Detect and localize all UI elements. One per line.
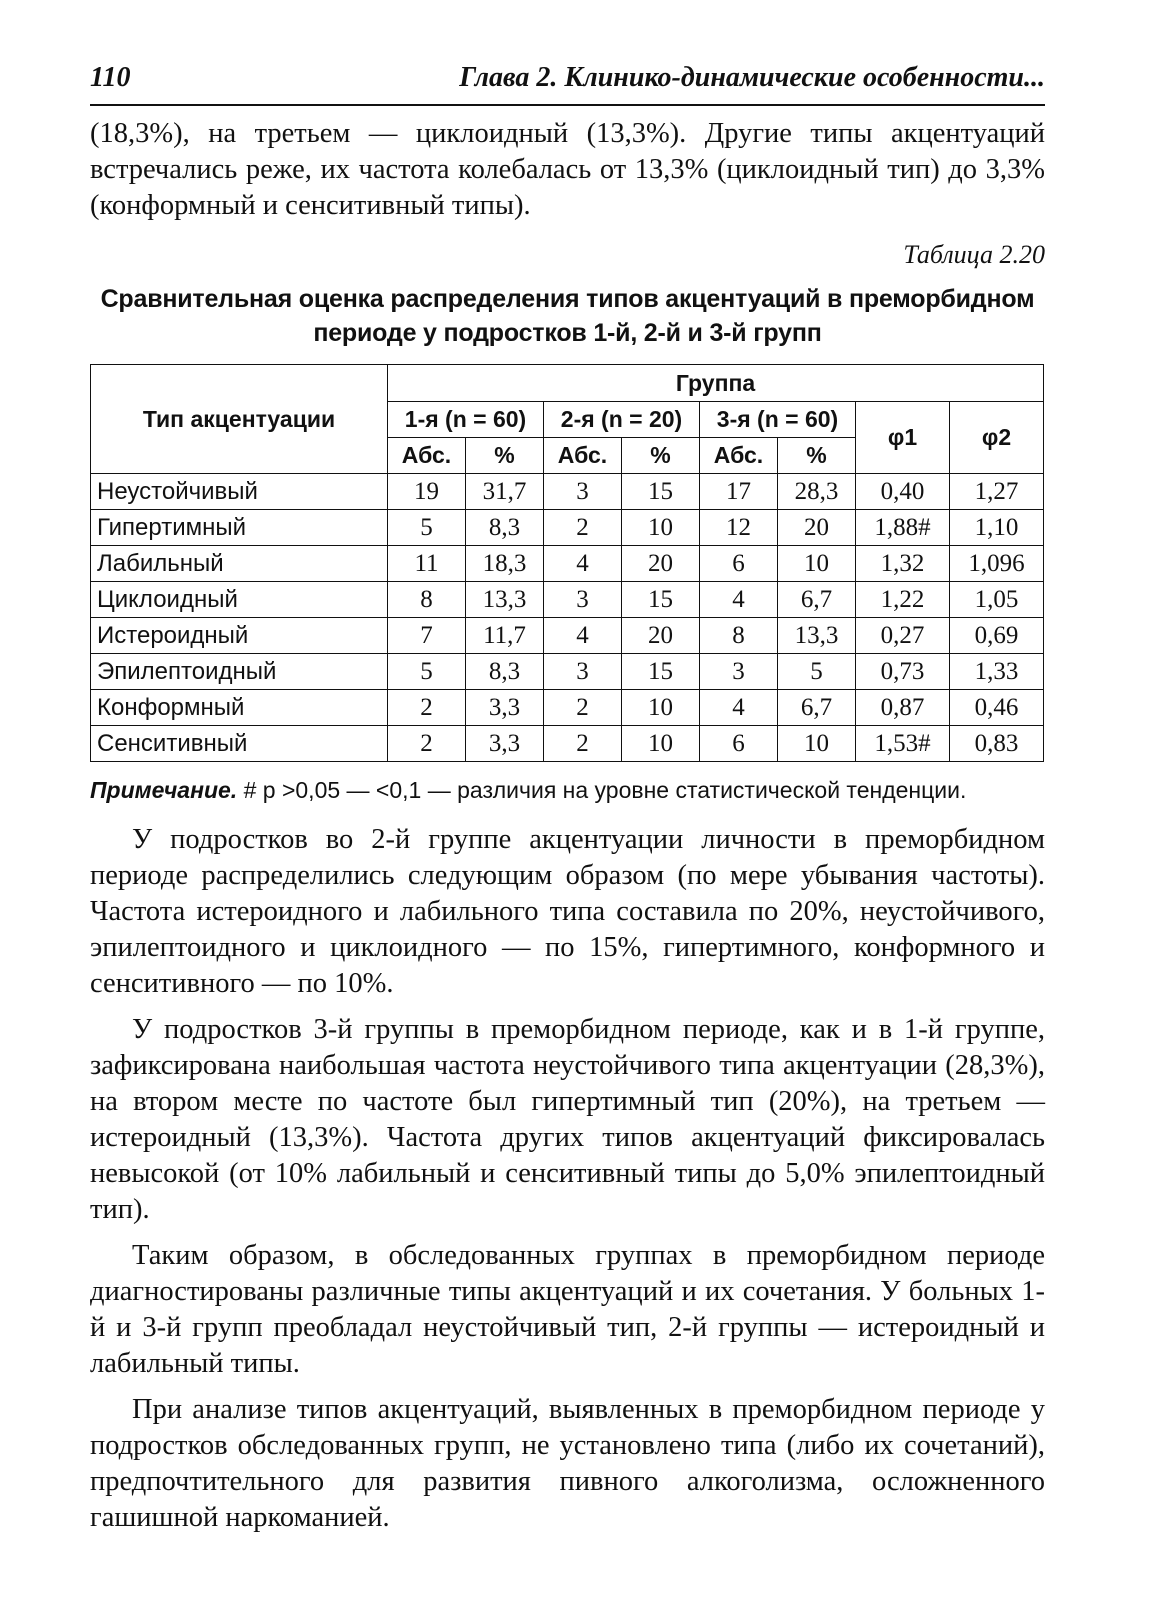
cell-g2-pct: 10 [622,690,700,726]
table-row [91,474,1044,510]
cell-phi1: 0,40 [856,474,950,510]
phi2-header: φ2 [950,402,1044,474]
table-row [91,654,1044,690]
type-column-header: Тип акцентуации [91,365,388,474]
cell-g3-abs: 17 [700,474,778,510]
row-type-name: Сенситивный [91,726,388,762]
cell-g3-pct: 10 [778,546,856,582]
g3-pct-header: % [778,438,856,474]
cell-phi2: 1,10 [950,510,1044,546]
table-title: Сравнительная оценка распределения типов акцентуаций в преморбидном периоде у подростков 1-й, 2-й и 3-й групп [100,285,1035,347]
body-paragraph: У подростков во 2-й группе акцентуации личности в преморбидном периоде распределились следующим образом (по мере убывания частоты). Частота истероидного и лабильного типа составила по 20%, неустойчивого, эпилептоидного и циклоидного — по 15%, гипертимного, конформного и сенситивного — по 10%. [90,824,1045,999]
cell-g1-pct: 8,3 [466,654,544,690]
g3-abs-header: Абс. [700,438,778,474]
book-page [90,62,1045,1536]
cell-g2-pct: 20 [622,618,700,654]
group3-header: 3-я (n = 60) [700,402,856,438]
cell-g1-abs: 2 [388,726,466,762]
body-paragraph: При анализе типов акцентуаций, выявленных в преморбидном периоде у подростков обследованных групп, не установлено типа (либо их сочетаний), предпочтительного для развития пивного алкоголизма, осложненного гашишной наркоманией. [90,1394,1045,1533]
cell-g1-abs: 19 [388,474,466,510]
cell-g3-pct: 6,7 [778,690,856,726]
cell-g2-pct: 10 [622,510,700,546]
cell-g1-abs: 5 [388,654,466,690]
cell-g1-abs: 8 [388,582,466,618]
cell-g2-pct: 15 [622,654,700,690]
cell-g3-pct: 10 [778,726,856,762]
body-paragraph: Таким образом, в обследованных группах в преморбидном периоде диагностированы различные типы акцентуаций и их сочетания. У больных 1-й и 3-й групп преобладал неустойчивый тип, 2-й группы — истероидный и лабильный типы. [90,1240,1045,1379]
cell-g3-abs: 8 [700,618,778,654]
cell-phi1: 0,73 [856,654,950,690]
cell-g2-abs: 4 [544,618,622,654]
chapter-title: Глава 2. Клинико-динамические особенности... [459,62,1045,93]
cell-g3-pct: 13,3 [778,618,856,654]
table-row [91,582,1044,618]
cell-g1-pct: 3,3 [466,690,544,726]
cell-phi2: 1,33 [950,654,1044,690]
row-type-name: Циклоидный [91,582,388,618]
cell-g1-abs: 7 [388,618,466,654]
cell-g2-abs: 4 [544,546,622,582]
cell-g2-abs: 3 [544,582,622,618]
cell-g3-abs: 4 [700,690,778,726]
cell-g2-pct: 20 [622,546,700,582]
cell-phi2: 1,27 [950,474,1044,510]
table-row [91,546,1044,582]
cell-g1-pct: 31,7 [466,474,544,510]
cell-g1-pct: 13,3 [466,582,544,618]
cell-phi1: 0,87 [856,690,950,726]
cell-phi1: 1,88# [856,510,950,546]
cell-g1-abs: 5 [388,510,466,546]
row-type-name: Эпилептоидный [91,654,388,690]
note-label: Примечание. [90,777,238,803]
cell-g3-abs: 12 [700,510,778,546]
cell-g3-abs: 6 [700,546,778,582]
cell-g1-pct: 3,3 [466,726,544,762]
cell-g1-abs: 11 [388,546,466,582]
cell-g1-pct: 11,7 [466,618,544,654]
row-type-name: Лабильный [91,546,388,582]
table-row [91,726,1044,762]
g2-abs-header: Абс. [544,438,622,474]
cell-phi1: 1,32 [856,546,950,582]
cell-g2-abs: 2 [544,690,622,726]
group1-header: 1-я (n = 60) [388,402,544,438]
cell-g3-abs: 6 [700,726,778,762]
cell-g1-pct: 18,3 [466,546,544,582]
g2-pct-header: % [622,438,700,474]
cell-phi2: 0,69 [950,618,1044,654]
cell-g2-pct: 10 [622,726,700,762]
table-row [91,618,1044,654]
intro-paragraph: (18,3%), на третьем — циклоидный (13,3%). Другие типы акцентуаций встречались реже, их частота колебалась от 13,3% (циклоидный тип) до 3,3% (конформный и сенситивный типы). [90,118,1045,221]
phi1-header: φ1 [856,402,950,474]
cell-phi2: 1,096 [950,546,1044,582]
cell-phi1: 1,22 [856,582,950,618]
group2-header: 2-я (n = 20) [544,402,700,438]
note-text: # p >0,05 — <0,1 — различия на уровне статистической тенденции. [237,777,967,803]
cell-g3-abs: 3 [700,654,778,690]
cell-g3-pct: 20 [778,510,856,546]
cell-g2-abs: 2 [544,510,622,546]
cell-g2-abs: 3 [544,474,622,510]
body-paragraph: У подростков 3-й группы в преморбидном периоде, как и в 1-й группе, зафиксирована наибольшая частота неустойчивого типа акцентуации (28,3%), на втором месте по частоте был гипертимный тип (20%), на третьем — истероидный (13,3%). Частота других типов акцентуаций фиксировалась невысокой (от 10% лабильный и сенситивный типы до 5,0% эпилептоидный тип). [90,1014,1045,1225]
cell-g2-pct: 15 [622,582,700,618]
cell-g3-pct: 28,3 [778,474,856,510]
cell-phi1: 0,27 [856,618,950,654]
table-note [90,774,1045,806]
table-label: Таблица 2.20 [903,240,1045,269]
g1-pct-header: % [466,438,544,474]
cell-g3-pct: 5 [778,654,856,690]
g1-abs-header: Абс. [388,438,466,474]
row-type-name: Неустойчивый [91,474,388,510]
cell-g2-pct: 15 [622,474,700,510]
cell-g3-pct: 6,7 [778,582,856,618]
cell-g2-abs: 3 [544,654,622,690]
group-header: Группа [388,365,1044,402]
cell-phi2: 0,83 [950,726,1044,762]
cell-g3-abs: 4 [700,582,778,618]
accentuation-table [90,364,1044,762]
cell-g2-abs: 2 [544,726,622,762]
running-header [90,62,1045,106]
row-type-name: Конформный [91,690,388,726]
cell-g1-abs: 2 [388,690,466,726]
cell-g1-pct: 8,3 [466,510,544,546]
cell-phi2: 0,46 [950,690,1044,726]
page-number: 110 [90,62,131,93]
row-type-name: Гипертимный [91,510,388,546]
table-row [91,510,1044,546]
row-type-name: Истероидный [91,618,388,654]
table-row [91,690,1044,726]
cell-phi1: 1,53# [856,726,950,762]
cell-phi2: 1,05 [950,582,1044,618]
